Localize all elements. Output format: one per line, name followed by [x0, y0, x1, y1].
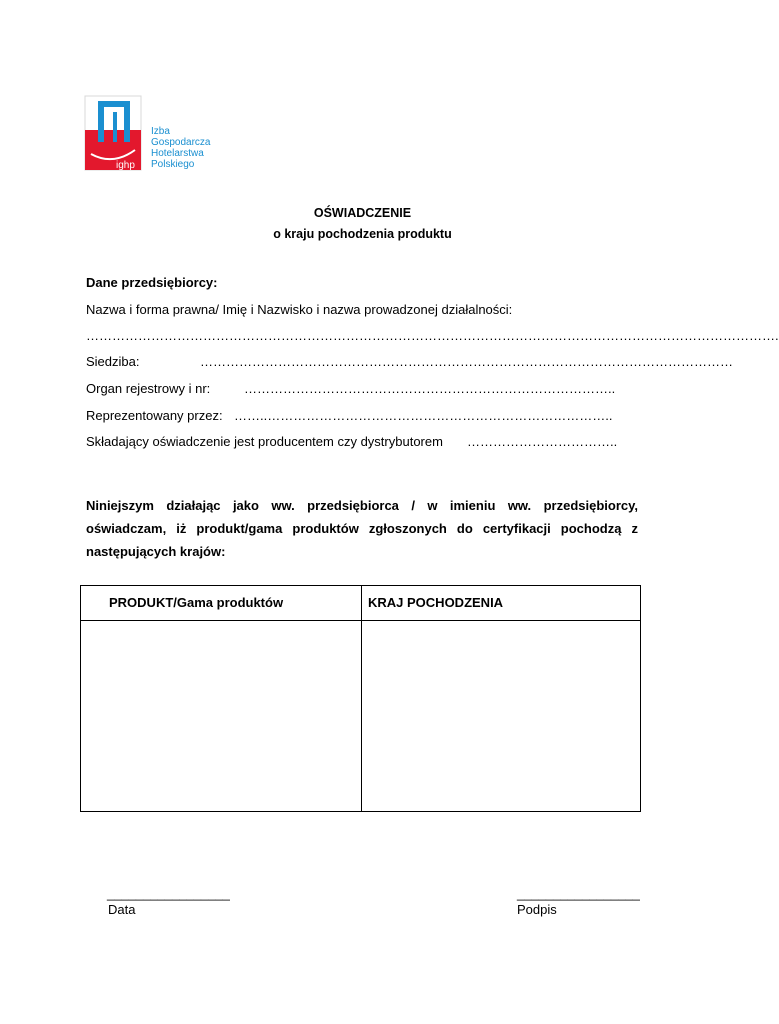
- logo-line: Izba: [151, 126, 170, 137]
- date-signature-line: _________________: [107, 886, 230, 901]
- date-label: Data: [108, 902, 136, 917]
- logo-line: Gospodarcza: [151, 137, 211, 148]
- logo-line: Polskiego: [151, 159, 195, 170]
- logo-line: Hotelarstwa: [151, 148, 204, 159]
- role-fill-line: ……………………………..: [467, 434, 618, 449]
- represented-label: Reprezentowany przez:: [86, 408, 223, 423]
- name-label: Nazwa i forma prawna/ Imię i Nazwisko i nazwa prowadzonej działalności:: [86, 302, 513, 317]
- sign-label: Podpis: [517, 902, 557, 917]
- declaration-text: Niniejszym działając jako ww. przedsiębiorca / w imieniu ww. przedsiębiorcy, oświadczam, iż produkt/gama produktów zgłoszonych do certyfikacji pochodzą z następujących krajów:: [86, 498, 638, 559]
- logo-badge-text: ighp: [116, 160, 135, 171]
- country-cell[interactable]: [362, 621, 640, 811]
- name-fill-line: …………………………………………………………………………………………………………………………………………….: [86, 328, 779, 343]
- company-heading: Dane przedsiębiorcy:: [86, 275, 218, 290]
- ighp-logo-mark: [85, 96, 143, 172]
- column-header-product: PRODUKT/Gama produktów: [109, 595, 284, 610]
- represented-fill-line: ……..……………………………………………………………………..: [234, 408, 613, 423]
- origin-table: [80, 585, 641, 812]
- sign-signature-line: _________________: [517, 886, 640, 901]
- logo-text: [151, 126, 210, 170]
- product-cell[interactable]: [81, 621, 360, 811]
- role-label: Składający oświadczenie jest producentem czy dystrybutorem: [86, 434, 443, 449]
- column-header-country: KRAJ POCHODZENIA: [368, 595, 504, 610]
- document-title: OŚWIADCZENIE: [313, 206, 412, 220]
- seat-fill-line: ……………………………………………………………………………………………………………: [200, 354, 733, 369]
- registry-fill-line: …………………………………………………………………………..: [244, 381, 616, 396]
- registry-label: Organ rejestrowy i nr:: [86, 381, 211, 396]
- seat-label: Siedziba:: [86, 354, 140, 369]
- document-subtitle: o kraju pochodzenia produktu: [273, 227, 452, 241]
